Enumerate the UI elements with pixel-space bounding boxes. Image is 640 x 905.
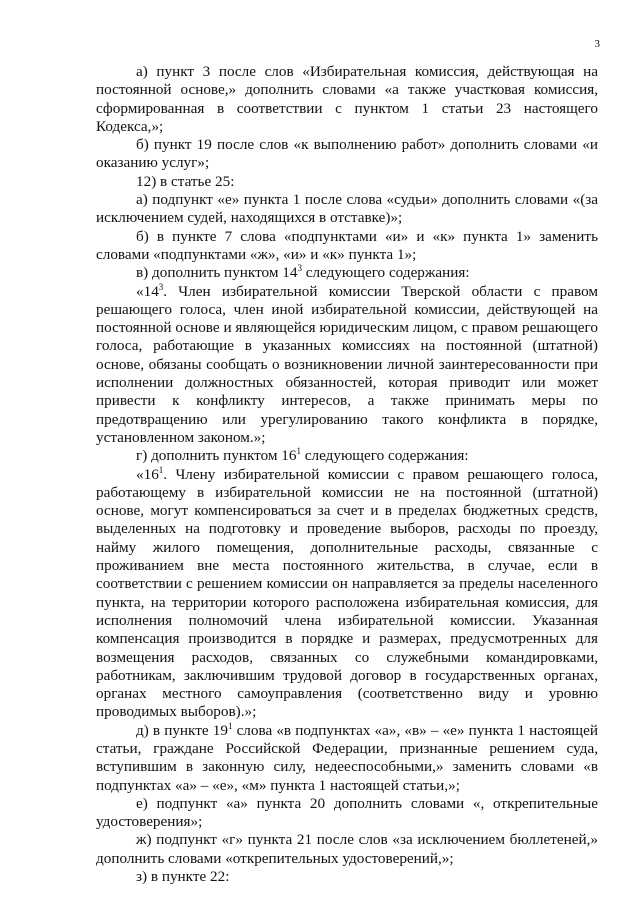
paragraph-item-a-subpunkt-e: а) подпункт «е» пункта 1 после слова «судьи» дополнить словами «(за исключением судей, находящихся в отставке)»; — [96, 191, 598, 227]
paragraph-item-zh-punkt-21: ж) подпункт «г» пункта 21 после слов «за исключением бюллетеней,» дополнить словами «открепительных удостоверений,»; — [96, 831, 598, 867]
paragraph-item-v-add-punkt-14-3: в) дополнить пунктом $14^3$ следующего содержания: — [136, 263, 470, 282]
paragraph-item-e-punkt-20: е) подпункт «а» пункта 20 дополнить словами «, открепительные удостоверения»; — [96, 794, 598, 831]
paragraph-item-g-add-punkt-16-1: г) дополнить пунктом $16^1$ следующего содержания: — [136, 446, 469, 465]
paragraph-item-d-punkt-19-1: д) в пункте $19^1$ слова «в подпунктах «а», «в» – «е» пункта 1 настоящей статьи, граждане Российской Федерации, признанные решением суда, вступившим в законную силу, недееспособными,» заменить словами «в подпунктах «а» – «е», «м» пункта 1 настоящей статьи,»; — [96, 720, 598, 794]
paragraph-item-b-punkt-19: б) пункт 19 после слов «к выполнению работ» дополнить словами «и оказанию услуг»; — [96, 136, 598, 172]
paragraph-article-25-heading: 12) в статье 25: — [136, 172, 235, 190]
paragraph-punkt-14-3-text: «$14^3$. Член избирательной комиссии Тверской области с правом решающего голоса, член иной избирательной комиссии, действующей на постоянной основе и являющейся юридическим лицом, с правом решающего голоса, работающие в указанных комиссиях на постоянной (штатной) основе, обязаны сообщать о возникновении личной заинтересованности при исполнении должностных обязанностей, которая приводит или может привести к конфликту интересов, а также принимать меры по предотвращению или урегулированию такого конфликта в порядке, установленном законом.»; — [96, 281, 598, 446]
paragraph-item-z-punkt-22: з) в пункте 22: — [136, 868, 230, 886]
paragraph-item-b-punkt-7: б) в пункте 7 слова «подпунктами «и» и «к» пункта 1» заменить словами «подпунктами «ж», «и» и «к» пункта 1»; — [96, 227, 598, 263]
page-number: 3 — [594, 38, 600, 50]
document-body — [96, 63, 598, 886]
paragraph-item-a-punkt-3: а) пункт 3 после слов «Избирательная комиссия, действующая на постоянной основе,» дополнить словами «а также участковая комиссия, сформированная в соответствии с пунктом 1 статьи 23 настоящего Кодекса,»; — [96, 63, 598, 135]
paragraph-punkt-16-1-text: «$16^1$. Члену избирательной комиссии с правом решающего голоса, работающему в избирательной комиссии не на постоянной (штатной) основе, могут компенсироваться за счет и в пределах бюджетных средств, выделенных на подготовку и проведение выборов, расходы по проезду, найму жилого помещения, дополнительные расходы, связанные с проживанием вне места постоянного жительства, в случае, если в соответствии с решением комиссии он направляется за пределы населенного пункта, на территории которого расположена избирательная комиссия, для исполнения полномочий члена избирательной комиссии. Указанная компенсация производится в порядке и размерах, предусмотренных для возмещения расходов, связанных со служебными командировками, работникам, заключившим трудовой договор в государственных органах, органах местного самоуправления (соответственно виду и уровню проводимых выборов).»; — [96, 464, 598, 721]
